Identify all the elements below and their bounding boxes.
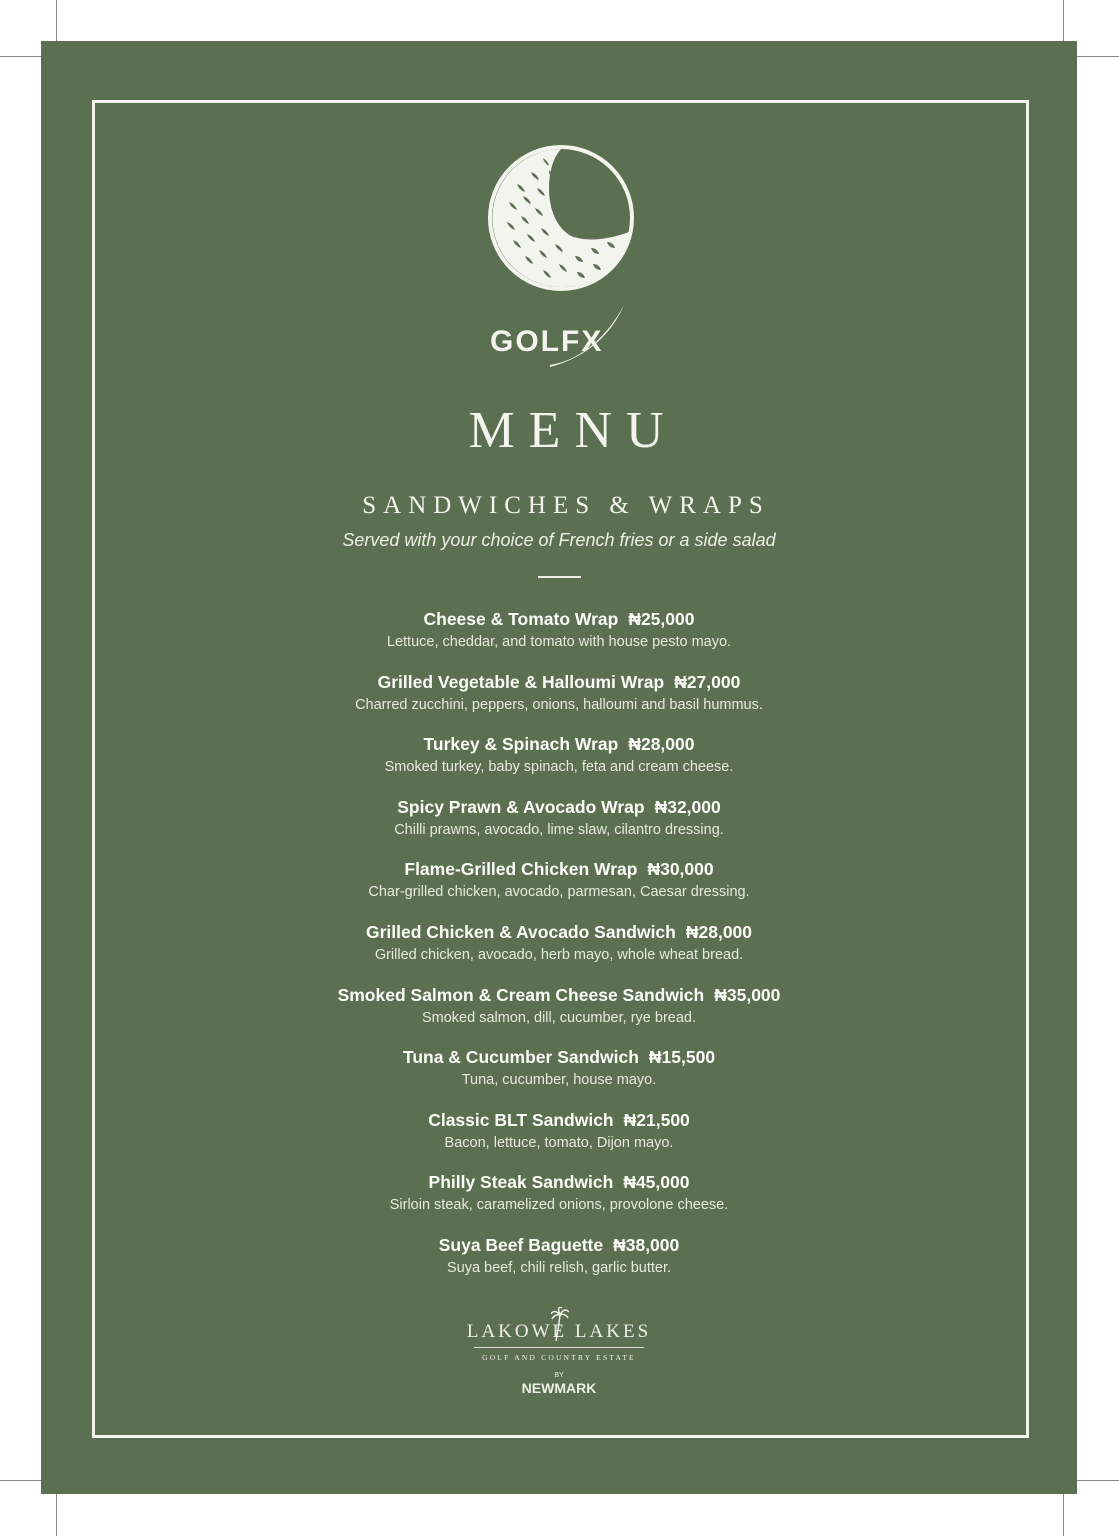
crop-mark xyxy=(56,1492,57,1536)
developer-name: NEWMARK xyxy=(521,1380,597,1396)
item-name: Turkey & Spinach Wrap xyxy=(423,734,619,755)
section-subtitle: Served with your choice of French fries or a side salad xyxy=(342,530,776,550)
menu-item xyxy=(41,607,1077,670)
divider xyxy=(474,1347,644,1348)
item-name: Grilled Chicken & Avocado Sandwich xyxy=(365,921,676,942)
item-description: Lettuce, cheddar, and tomato with house pesto mayo. xyxy=(386,634,732,650)
palm-tree-icon xyxy=(551,1307,569,1346)
crop-mark xyxy=(1075,1480,1119,1481)
item-name: Smoked Salmon & Cream Cheese Sandwich xyxy=(337,984,705,1005)
item-price: ₦30,000 xyxy=(647,859,714,880)
crop-mark xyxy=(1063,0,1064,44)
divider xyxy=(538,576,581,578)
menu-item xyxy=(41,983,1077,1046)
menu-item xyxy=(41,857,1077,920)
item-price: ₦28,000 xyxy=(685,921,753,942)
item-price: ₦27,000 xyxy=(674,671,741,692)
item-description: Grilled chicken, avocado, herb mayo, whole wheat bread. xyxy=(374,946,744,963)
item-name: Classic BLT Sandwich xyxy=(428,1109,614,1130)
item-price: ₦28,000 xyxy=(628,734,695,755)
menu-page xyxy=(41,41,1077,1494)
item-price: ₦45,000 xyxy=(623,1172,690,1193)
golfx-logo xyxy=(488,303,628,378)
crop-mark xyxy=(1063,1492,1064,1536)
item-description: Suya beef, chili relish, garlic butter. xyxy=(446,1259,672,1276)
item-description: Smoked turkey, baby spinach, feta and cream cheese. xyxy=(384,759,734,776)
menu-item xyxy=(41,732,1077,795)
by-label: BY xyxy=(554,1372,564,1379)
menu-items xyxy=(41,607,1077,1296)
item-description: Tuna, cucumber, house mayo. xyxy=(461,1072,657,1089)
lakowe-lakes-logo xyxy=(459,1299,659,1396)
menu-item xyxy=(41,670,1077,733)
golf-ball-icon xyxy=(487,144,635,297)
item-name: Cheese & Tomato Wrap xyxy=(423,609,619,629)
estate-name: LAKOWE LAKES xyxy=(466,1321,652,1342)
item-description: Charred zucchini, peppers, onions, halloumi and basil hummus. xyxy=(355,696,763,713)
item-price: ₦15,500 xyxy=(648,1047,716,1068)
item-name: Spicy Prawn & Avocado Wrap xyxy=(397,796,645,817)
item-description: Bacon, lettuce, tomato, Dijon mayo. xyxy=(444,1134,674,1151)
menu-item xyxy=(41,1170,1077,1233)
item-price: ₦25,000 xyxy=(628,609,695,629)
menu-item xyxy=(41,1233,1077,1296)
item-description: Chilli prawns, avocado, lime slaw, cilantro dressing. xyxy=(394,821,724,838)
menu-item xyxy=(41,1108,1077,1171)
item-price: ₦21,500 xyxy=(623,1109,690,1130)
item-price: ₦32,000 xyxy=(654,796,721,817)
menu-title: MENU xyxy=(468,402,678,459)
menu-item xyxy=(41,920,1077,983)
item-name: Flame-Grilled Chicken Wrap xyxy=(404,859,638,880)
crop-mark xyxy=(0,1480,44,1481)
item-name: Grilled Vegetable & Halloumi Wrap xyxy=(377,671,665,692)
item-price: ₦35,000 xyxy=(714,984,781,1005)
item-price: ₦38,000 xyxy=(613,1234,680,1255)
menu-item xyxy=(41,795,1077,858)
crop-mark xyxy=(56,0,57,44)
menu-item xyxy=(41,1045,1077,1108)
crop-mark xyxy=(0,56,44,57)
item-name: Suya Beef Baguette xyxy=(438,1234,604,1255)
item-description: Char-grilled chicken, avocado, parmesan, Caesar dressing. xyxy=(368,884,750,901)
brand-name: GOLFX xyxy=(490,325,604,358)
crop-mark xyxy=(1075,56,1119,57)
item-description: Sirloin steak, caramelized onions, provolone cheese. xyxy=(389,1197,729,1214)
section-title: SANDWICHES & WRAPS xyxy=(362,492,770,519)
item-name: Philly Steak Sandwich xyxy=(428,1172,614,1193)
estate-subtitle: GOLF AND COUNTRY ESTATE xyxy=(482,1353,636,1362)
item-name: Tuna & Cucumber Sandwich xyxy=(402,1047,639,1068)
item-description: Smoked salmon, dill, cucumber, rye bread. xyxy=(421,1009,696,1026)
